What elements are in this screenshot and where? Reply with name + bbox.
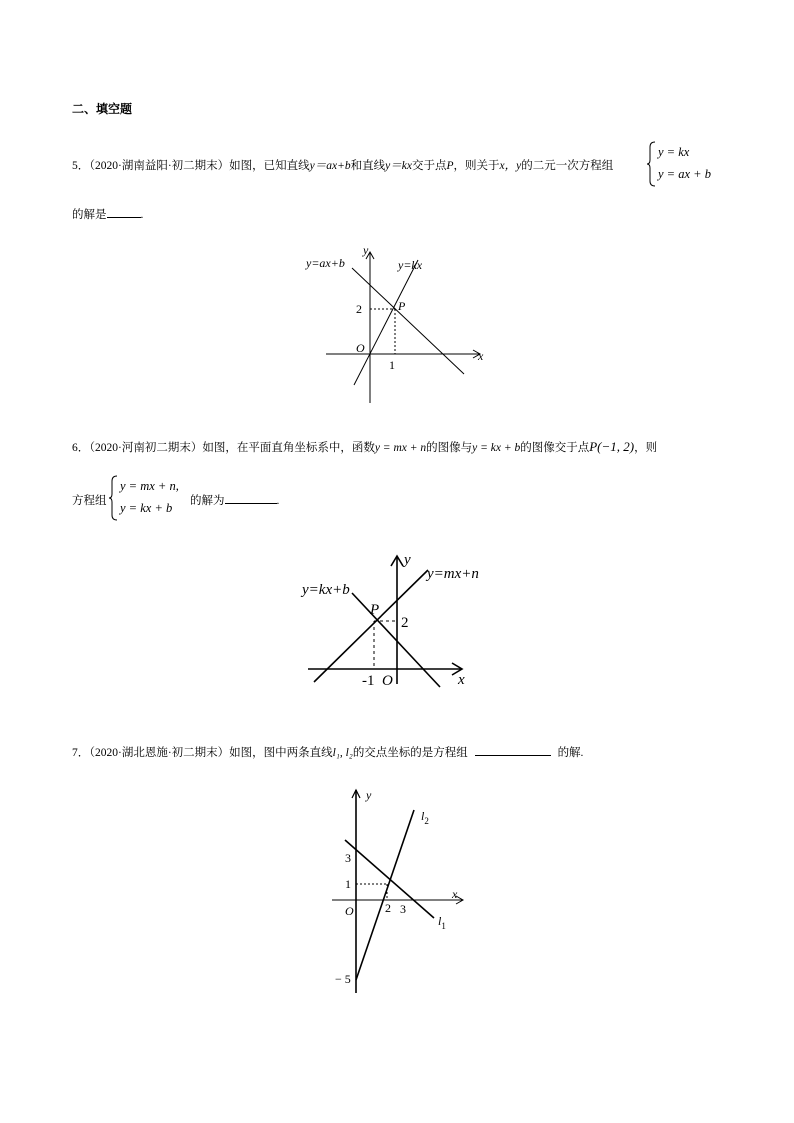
q6-eq1: y = mx + n,: [120, 479, 179, 493]
q5-suffix: 的二元一次方程组: [521, 160, 614, 172]
q7-answer-blank[interactable]: [475, 745, 551, 756]
q6-mid1: 的图像与: [426, 442, 473, 454]
q6-x-label: x: [458, 672, 465, 688]
q5-graph: [300, 240, 500, 410]
q7-tick-ym5: − 5: [335, 972, 351, 986]
q5-y-label: y: [363, 243, 369, 257]
q7-tick-x2: 2: [385, 901, 391, 915]
section-title: 二、填空题: [72, 102, 133, 116]
q7-suffix: 的解.: [557, 747, 584, 759]
q7-lines: l₁, l₂: [332, 747, 353, 759]
q6-point-label: P: [370, 602, 380, 618]
q6-answer-line: [72, 492, 107, 508]
q6-tick-x: -1: [362, 673, 375, 689]
q7-line-l2: [356, 810, 414, 980]
q5-point: P: [446, 160, 454, 172]
q5-tick-x: 1: [389, 358, 395, 372]
q6-graph: [300, 550, 480, 690]
q6-label-mx-n: y=mx+n: [427, 566, 479, 582]
q5-mid2: 交于点: [411, 160, 447, 172]
q6-line2-prefix: 方程组: [72, 495, 107, 507]
q6-line2-suffix: 的解为: [190, 495, 225, 507]
q7-label-l2: $l_2$: [421, 809, 429, 826]
q5-answer-prefix: 的解是: [72, 209, 107, 221]
q7-x-label: x: [452, 887, 458, 901]
q5-eq2: y = ax + b: [658, 167, 711, 181]
q7-origin: O: [345, 904, 354, 918]
q7-y-label: y: [366, 788, 372, 802]
q5-brace-icon: [646, 141, 656, 187]
q6-end: .: [276, 495, 280, 507]
question-5-text: [72, 157, 613, 173]
q5-mid3: ，则关于: [453, 160, 500, 172]
q5-line2: y＝kx: [385, 160, 412, 172]
q7-label-l1: $l_1$: [438, 914, 446, 931]
q6-func1: y = mx + n: [374, 442, 427, 454]
q6-answer-tail: [190, 492, 279, 508]
q5-tick-y: 2: [356, 302, 362, 316]
q6-brace-icon: [108, 475, 118, 521]
q6-suffix: ，则: [634, 442, 658, 454]
q5-vars: x，y: [499, 160, 522, 172]
q5-line1: y＝ax+b: [309, 160, 351, 172]
q5-answer-line: [72, 206, 143, 222]
q6-origin: O: [382, 673, 393, 689]
q5-mid1: 和直线: [350, 160, 386, 172]
q6-mid2: 的图像交于点: [520, 442, 590, 454]
q6-func2: y = kx + b: [472, 442, 521, 454]
q6-y-label: y: [404, 552, 411, 568]
q5-point-label: P: [398, 299, 406, 313]
q5-eq1: y = kx: [658, 145, 690, 159]
q7-tick-x3: 3: [400, 902, 406, 916]
q5-x-label: x: [478, 349, 484, 363]
q5-origin: O: [356, 341, 365, 355]
q5-label-ax-b: y=ax+b: [306, 256, 345, 270]
q5-label-kx: y=kx: [398, 258, 423, 272]
q6-equation-system: [108, 475, 179, 519]
q5-prefix: 5．（2020·湖南益阳·初二期末）如图，已知直线: [72, 160, 310, 172]
q6-point: P(−1, 2): [589, 439, 635, 454]
q5-answer-suffix: .: [140, 209, 144, 221]
question-7-text: [72, 744, 583, 760]
q6-label-kx-b: y=kx+b: [302, 582, 350, 598]
q6-tick-y: 2: [401, 615, 409, 631]
q6-prefix: 6．（2020·河南初二期末）如图，在平面直角坐标系中，函数: [72, 442, 375, 454]
q7-tick-y3: 3: [345, 851, 351, 865]
q5-answer-blank[interactable]: [107, 207, 141, 218]
q6-eq2: y = kx + b: [120, 501, 173, 515]
q6-answer-blank[interactable]: [225, 493, 277, 504]
q7-graph: [325, 785, 475, 1000]
question-6-text: [72, 439, 657, 455]
q7-tick-y1: 1: [345, 877, 351, 891]
q5-equation-system: [646, 141, 711, 185]
q7-prefix: 7．（2020·湖北恩施·初二期末）如图，图中两条直线: [72, 747, 333, 759]
q7-mid: 的交点坐标的是方程组: [352, 747, 468, 759]
q5-line-ax-b: [352, 268, 464, 374]
